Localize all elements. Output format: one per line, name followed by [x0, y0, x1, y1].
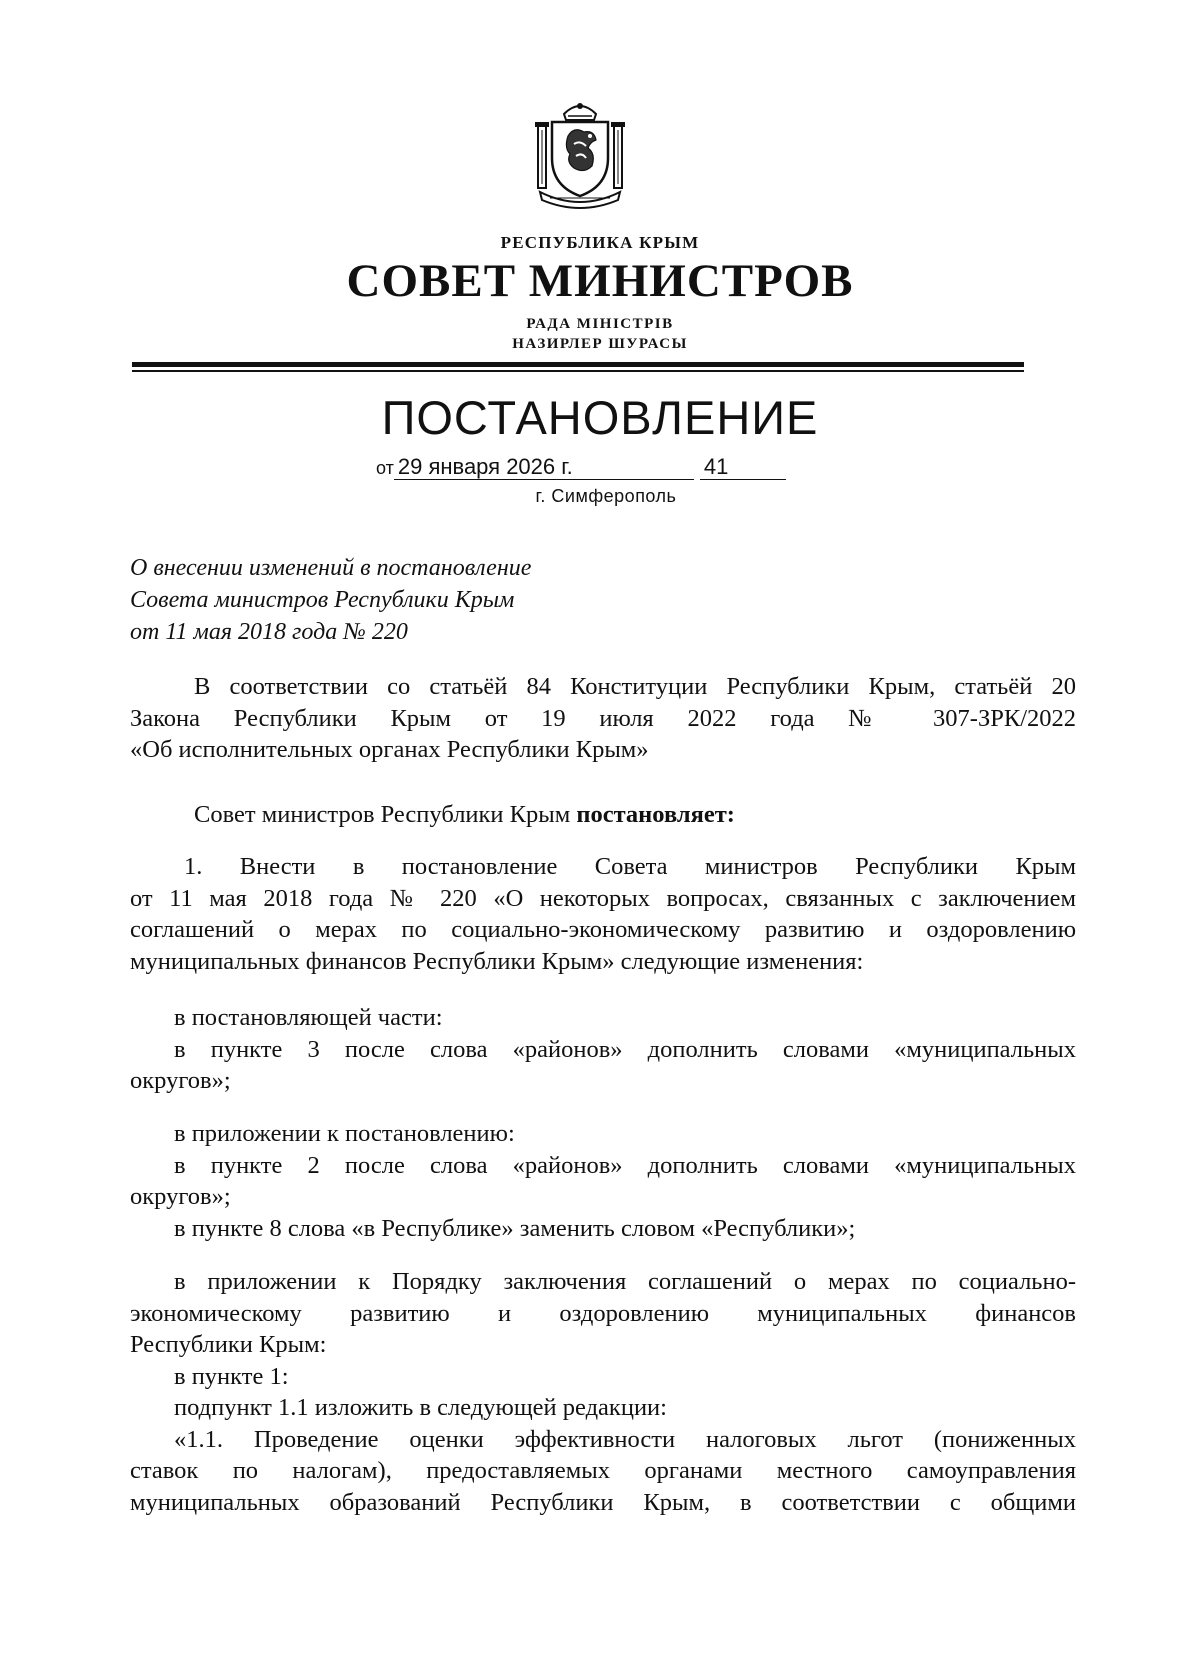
annex-changes [130, 1118, 1076, 1244]
document-date: 29 января 2026 г. [394, 455, 694, 480]
paragraph-line: «1.1. Проведение оценки эффективности налоговых льгот (пониженных [174, 1425, 1076, 1453]
resolves-paragraph [130, 799, 1076, 831]
paragraph-line: ставок по налогам), предоставляемых органами местного самоуправления [130, 1457, 1076, 1484]
item-1-paragraph [130, 851, 1076, 977]
paragraph-line: в пункте 2 после слова «районов» дополнить словами «муниципальных [174, 1151, 1076, 1179]
document-type: ПОСТАНОВЛЕНИЕ [381, 391, 819, 444]
resolves-text: Совет министров Республики Крым [194, 801, 577, 828]
legal-basis-paragraph [130, 671, 1076, 766]
document-date-line [376, 455, 786, 480]
paragraph-line: округов»; [130, 1183, 231, 1210]
subject-line: О внесении изменений в постановление [130, 555, 532, 581]
republic-name: РЕСПУБЛИКА КРЫМ [500, 233, 700, 252]
paragraph-line: в пункте 8 слова «в Республике» заменить словом «Республики»; [174, 1214, 856, 1242]
paragraph-line: в постановляющей части: [174, 1004, 443, 1031]
council-title-crimean-tatar: НАЗИРЛЕР ШУРАСЫ [512, 336, 688, 352]
paragraph-line: в приложении к постановлению: [174, 1120, 515, 1147]
paragraph-line: в пункте 3 после слова «районов» дополнить словами «муниципальных [174, 1035, 1076, 1063]
document-subject [130, 552, 531, 648]
header-divider-thin [132, 370, 1024, 372]
paragraph-line: от 11 мая 2018 года № 220 «О некоторых вопросах, связанных с заключением [130, 884, 1076, 912]
date-prefix: от [376, 458, 394, 478]
paragraph-line: соглашений о мерах по социально-экономическому развитию и оздоровлению [130, 916, 1076, 943]
paragraph-line: Закона Республики Крым от 19 июля 2022 года № 307-ЗРК/2022 [130, 704, 1076, 732]
paragraph-line: муниципальных образований Республики Крым, в соответствии с общими [130, 1488, 1076, 1516]
paragraph-line: экономическому развитию и оздоровлению муниципальных финансов [130, 1299, 1076, 1327]
paragraph-line: подпункт 1.1 изложить в следующей редакции: [174, 1394, 667, 1421]
resolves-keyword: постановляет: [576, 801, 735, 828]
annex-order-changes [130, 1266, 1076, 1518]
paragraph-line: Республики Крым: [130, 1331, 327, 1358]
operative-part-changes [130, 1002, 1076, 1097]
subject-line: Совета министров Республики Крым [130, 587, 515, 613]
header-divider-thick [132, 362, 1024, 367]
paragraph-line: в приложении к Порядку заключения соглашений о мерах по социально- [174, 1268, 1076, 1295]
paragraph-line: округов»; [130, 1067, 231, 1094]
document-city: г. Симферополь [535, 486, 677, 506]
council-title: СОВЕТ МИНИСТРОВ [346, 255, 854, 307]
council-title-ukrainian: РАДА МІНІСТРІВ [526, 316, 674, 332]
document-number: 41 [700, 455, 786, 480]
paragraph-line: 1. Внести в постановление Совета министров Республики Крым [184, 853, 1076, 880]
paragraph-line: «Об исполнительных органах Республики Крым» [130, 736, 649, 763]
paragraph-line: В соответствии со статьёй 84 Конституции Республики Крым, статьёй 20 [194, 673, 1076, 700]
coat-of-arms-icon [530, 96, 630, 212]
subject-line: от 11 мая 2018 года № 220 [130, 619, 408, 645]
paragraph-line: муниципальных финансов Республики Крым» следующие изменения: [130, 947, 864, 975]
paragraph-line: в пункте 1: [174, 1362, 289, 1390]
